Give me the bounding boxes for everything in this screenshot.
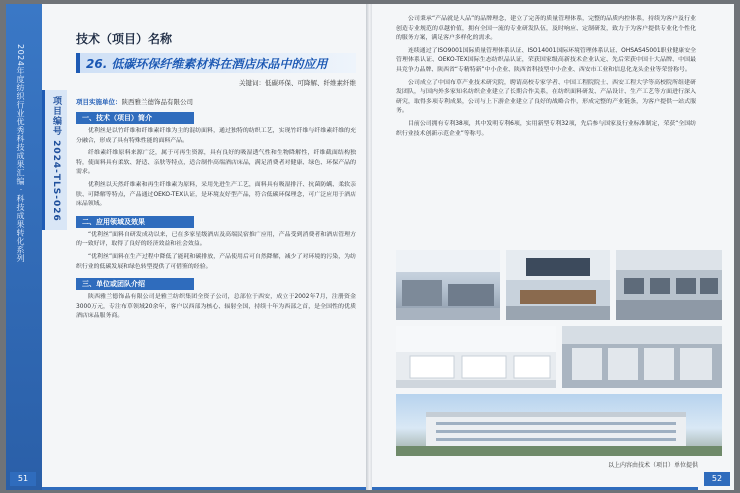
paragraph: 陕西雅兰德饰品有限公司是雅兰纺织集团全资子公司，总部位于西安，成立于2002年7月，注册资金3000万元，专注布草领域20余年，客户以西部为核心、辐射全国，持续十年为西部之首，是全国性的优质酒店床品服务商。 xyxy=(76,294,356,320)
workshop-image xyxy=(396,250,500,320)
paragraph: 连续通过了ISO9001国际质量管理体系认证、ISO14001国际环境管理体系认证、OHSAS45001职业健康安全管理体系认证、OEKO-TEX国际生态纺织品认证，荣获国家级高新技术企业认定、先后荣获中国十大品牌、中国最具竞争力品牌、陕西省“专精特新”中小企业、陕西省科技型中小企业、西安市工业和信息化龙头企业等荣誉称号。 xyxy=(396,47,696,73)
bottom-band xyxy=(42,487,368,490)
photo-workshop xyxy=(396,250,500,320)
section-heading-intro: 一、技术（项目）简介 xyxy=(76,112,194,124)
unit-label: 项目实施单位： xyxy=(76,98,122,106)
photo-sewing-floor xyxy=(616,250,722,320)
photo-building xyxy=(396,394,722,456)
section-heading-application: 二、应用领域及效果 xyxy=(76,216,194,228)
paragraph: 公司秉承“产品就是人品”的品牌理念，建立了完善的质量管理体系，完整的品质内控体系，持续为客户及行业创造专业规范的卓越价值，拥有全国一流的专业研发队伍，及时响应、定制研发，致力于为客户提供专业化个性化的服务方案，满足客户多样化的需求。 xyxy=(396,16,696,42)
paragraph: 目前公司拥有专利38项，其中发明专利6项，实用新型专利32项，先后参与国家及行业标准制定，荣获“全国纺织行业技术创新示范企业”等称号。 xyxy=(396,120,696,137)
photo-showroom xyxy=(396,326,556,388)
showroom-image xyxy=(396,326,556,388)
right-content xyxy=(396,12,696,139)
side-tab xyxy=(42,90,67,230)
paragraph: 纤维素纤维原料来源广泛，属于可再生资源，具有良好的吸湿透气性和生物降解性，纤维截面结构独特，使面料具有柔软、舒适、亲肤等特点，适合制作高端酒店床品，满足消费者对健康、绿色、环保产品的需求。 xyxy=(76,150,356,176)
paragraph: “优利丝”面料自研发成功以来，已在多家星级酒店及高端民宿推广应用，产品受到消费者和酒店管理方的一致好评，取得了良好的经济效益和社会效益。 xyxy=(76,231,356,248)
building-image xyxy=(396,394,722,456)
title-bar xyxy=(76,53,356,73)
photo-caption: 以上内容由技术（项目）单位提供 xyxy=(607,462,698,469)
warehouse-image xyxy=(562,326,722,388)
left-page xyxy=(6,4,368,490)
paragraph: 公司成立了中国布草产业技术研究院，聘请高校专家学者、中国工程院院士、西安工程大学等高校院所组建研发团队，与国内外多家知名纺织企业建立了长期合作关系，在纺织面料研发、产品设计、生产工艺等方面进行深入研究，取得多项专利成果，公司与上下游企业建立了良好的战略合作，形成完整的产业链条，为客户提供一站式服务。 xyxy=(396,79,696,115)
paragraph: “优利丝”面料在生产过程中降低了能耗和碳排放，产品使用后可自然降解，减少了对环境的污染，为纺织行业的低碳发展和绿色转型提供了可借鉴的经验。 xyxy=(76,253,356,270)
section-heading-company: 三、单位或团队介绍 xyxy=(76,278,194,290)
photo-warehouse xyxy=(562,326,722,388)
keywords: 关键词：低碳环保、可降解、纤维素纤维 xyxy=(239,79,356,87)
bottom-band xyxy=(372,487,698,490)
page-number: 51 xyxy=(10,472,36,486)
photo-meeting-room xyxy=(506,250,610,320)
page-number: 52 xyxy=(704,472,730,486)
photo-collage xyxy=(396,250,722,456)
header-label: 技术（项目）名称 xyxy=(76,32,173,46)
meeting-room-image xyxy=(506,250,610,320)
side-strip-text: 2024年度纺织行业优秀科技成果汇编 · 科技成果转化系列 xyxy=(16,44,25,263)
paragraph: 优利丝以天然纤维素和再生纤维素为原料，采用先进生产工艺，面料具有吸湿排汗、抗菌防螨、柔软亲肤、可降解等特点，产品通过OEKO-TEX认证，是环境友好型产品，符合低碳环保理念，可广泛应用于酒店床品领域。 xyxy=(76,181,356,208)
unit-line xyxy=(76,97,356,106)
paragraph: 优利丝是以竹纤维和纤维素纤维为主的混纺面料，通过独特的纺织工艺，实现竹纤维与纤维素纤维的充分融合，形成了具有特殊性能的面料产品。 xyxy=(76,128,356,144)
unit-name: 陕西雅兰德饰品有限公司 xyxy=(121,98,193,106)
left-content xyxy=(76,18,356,322)
side-tab-text: 项目编号 2024-TLS-026 xyxy=(51,96,61,222)
book-spread xyxy=(6,4,734,490)
page-title: 26. 低碳环保纤维素材料在酒店床品中的应用 xyxy=(86,57,328,71)
right-page xyxy=(372,4,734,490)
sewing-floor-image xyxy=(616,250,722,320)
side-strip xyxy=(6,4,42,490)
